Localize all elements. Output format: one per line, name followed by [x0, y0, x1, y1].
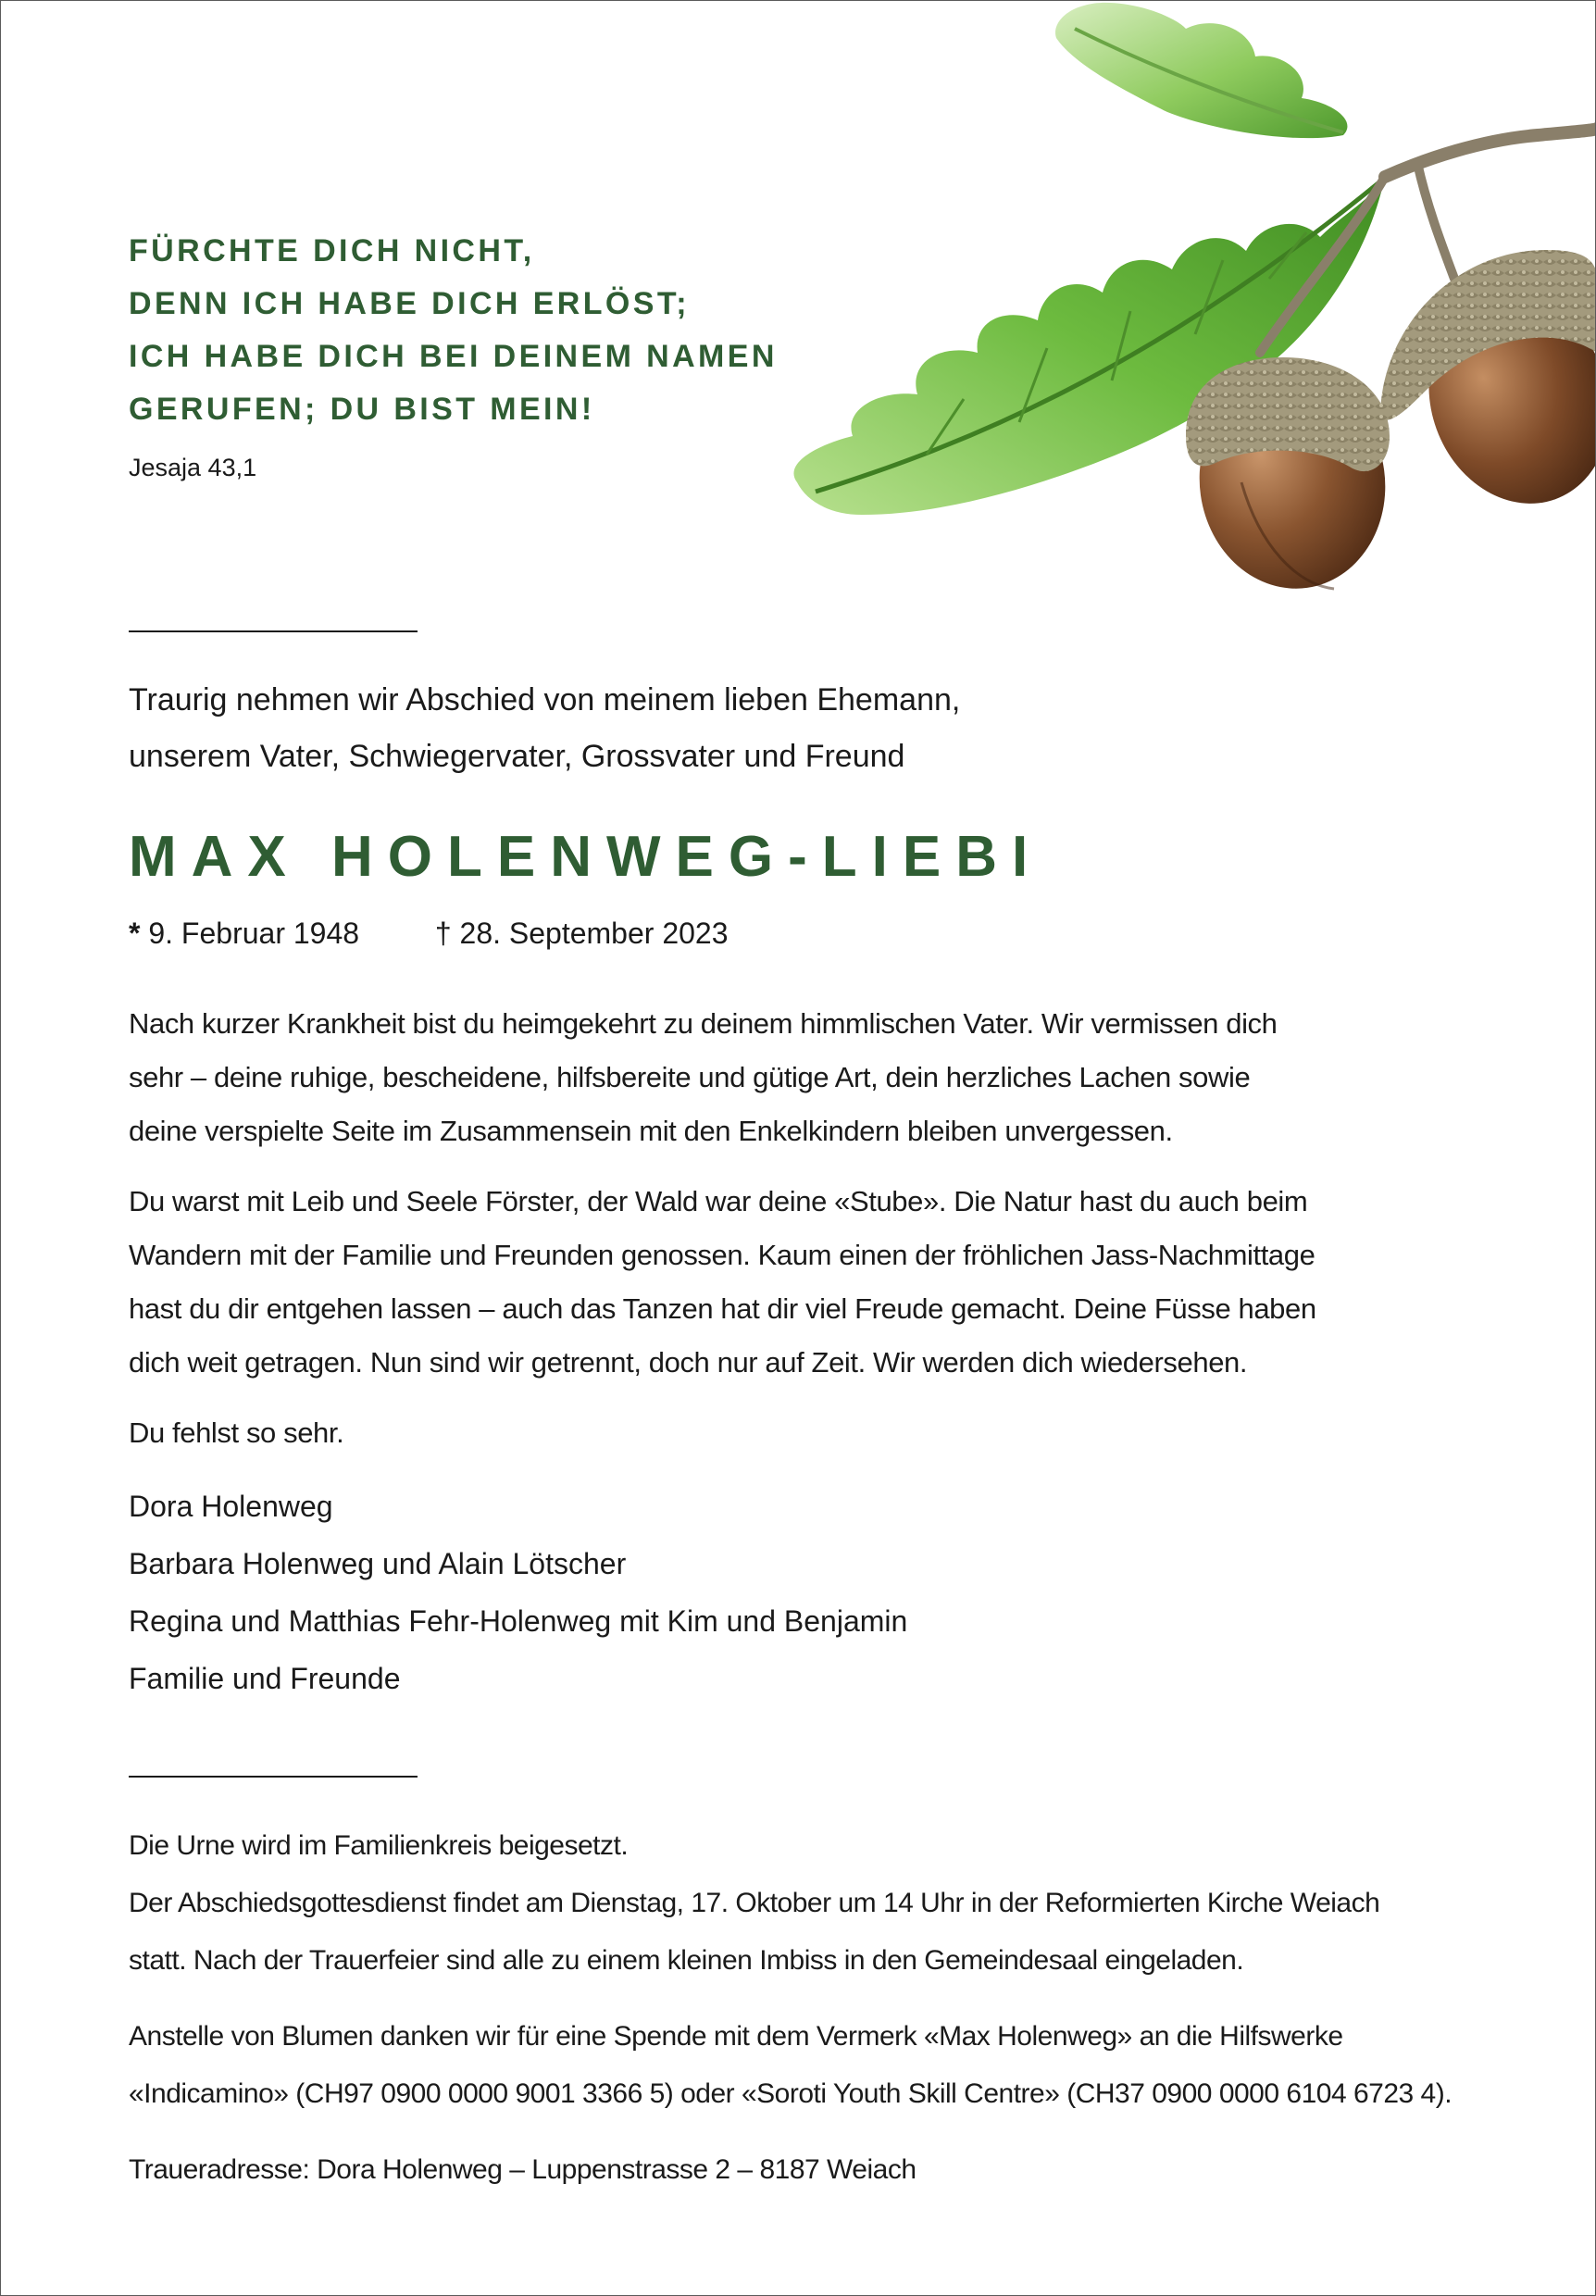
- list-item: Barbara Holenweg und Alain Lötscher: [129, 1547, 627, 1580]
- paragraph-line: Wandern mit der Familie und Freunden genossen. Kaum einen der fröhlichen Jass-Nachmittage: [129, 1239, 1315, 1271]
- divider: [129, 1776, 418, 1778]
- divider: [129, 630, 418, 632]
- verse-reference: Jesaja 43,1: [129, 454, 257, 481]
- death-date: 28. September 2023: [459, 917, 729, 950]
- birth-symbol: *: [129, 917, 141, 950]
- mourners-list: [129, 1478, 1425, 1707]
- paragraph-line: dich weit getragen. Nun sind wir getrennt, doch nur auf Zeit. Wir werden dich wiedersehen.: [129, 1346, 1248, 1379]
- paragraph: [129, 1406, 1480, 1460]
- list-item: Familie und Freunde: [129, 1662, 401, 1695]
- intro-line: Traurig nehmen wir Abschied von meinem lieben Ehemann,: [129, 682, 961, 718]
- mourning-address: Traueradresse: Dora Holenweg – Luppenstrasse 2 – 8187 Weiach: [129, 2154, 916, 2185]
- paragraph-line: Nach kurzer Krankheit bist du heimgekehrt zu deinem himmlischen Vater. Wir vermissen dich: [129, 1007, 1278, 1040]
- paragraph-line: Du fehlst so sehr.: [129, 1416, 344, 1449]
- verse-line: GERUFEN; DU BIST MEIN!: [129, 392, 595, 427]
- birth-date: 9. Februar 1948: [148, 917, 360, 950]
- donation-line: «Indicamino» (CH97 0900 0000 9001 3366 5) oder «Soroti Youth Skill Centre» (CH37 0900 0000 6104 6723 4).: [129, 2078, 1453, 2109]
- paragraph-line: hast du dir entgehen lassen – auch das Tanzen hat dir viel Freude gemacht. Deine Füsse haben: [129, 1292, 1316, 1325]
- obituary-body: [129, 997, 1480, 1477]
- paragraph: [129, 997, 1480, 1158]
- verse-line: ICH HABE DICH BEI DEINEM NAMEN: [129, 339, 778, 374]
- ceremony-line: statt. Nach der Trauerfeier sind alle zu einem kleinen Imbiss in den Gemeindesaal eingeladen.: [129, 1945, 1244, 1976]
- verse-line: DENN ICH HABE DICH ERLÖST;: [129, 286, 690, 321]
- list-item: Regina und Matthias Fehr-Holenweg mit Kim und Benjamin: [129, 1604, 908, 1638]
- intro-line: unserem Vater, Schwiegervater, Grossvater und Freund: [129, 739, 905, 774]
- death-symbol: †: [434, 917, 452, 950]
- paragraph-line: Du warst mit Leib und Seele Förster, der Wald war deine «Stube». Die Natur hast du auch beim: [129, 1185, 1308, 1217]
- ceremony-line: Die Urne wird im Familienkreis beigesetzt.: [129, 1830, 629, 1861]
- verse-line: FÜRCHTE DICH NICHT,: [129, 233, 535, 268]
- paragraph-line: sehr – deine ruhige, bescheidene, hilfsbereite und gütige Art, dein herzliches Lachen sowie: [129, 1061, 1251, 1093]
- donation-line: Anstelle von Blumen danken wir für eine Spende mit dem Vermerk «Max Holenweg» an die Hilfswerke: [129, 2021, 1343, 2052]
- bible-verse: [129, 225, 925, 484]
- intro-text: [129, 672, 1332, 785]
- list-item: Dora Holenweg: [129, 1490, 333, 1523]
- paragraph: [129, 1175, 1480, 1390]
- deceased-name: MAX HOLENWEG-LIEBI: [129, 825, 1043, 889]
- paragraph-line: deine verspielte Seite im Zusammensein mit den Enkelkindern bleiben unvergessen.: [129, 1115, 1173, 1147]
- ceremony-line: Der Abschiedsgottesdienst findet am Dienstag, 17. Oktober um 14 Uhr in der Reformierten Kirche Weiach: [129, 1888, 1380, 1918]
- life-dates: [129, 910, 729, 956]
- ceremony-info: [129, 1817, 1499, 2199]
